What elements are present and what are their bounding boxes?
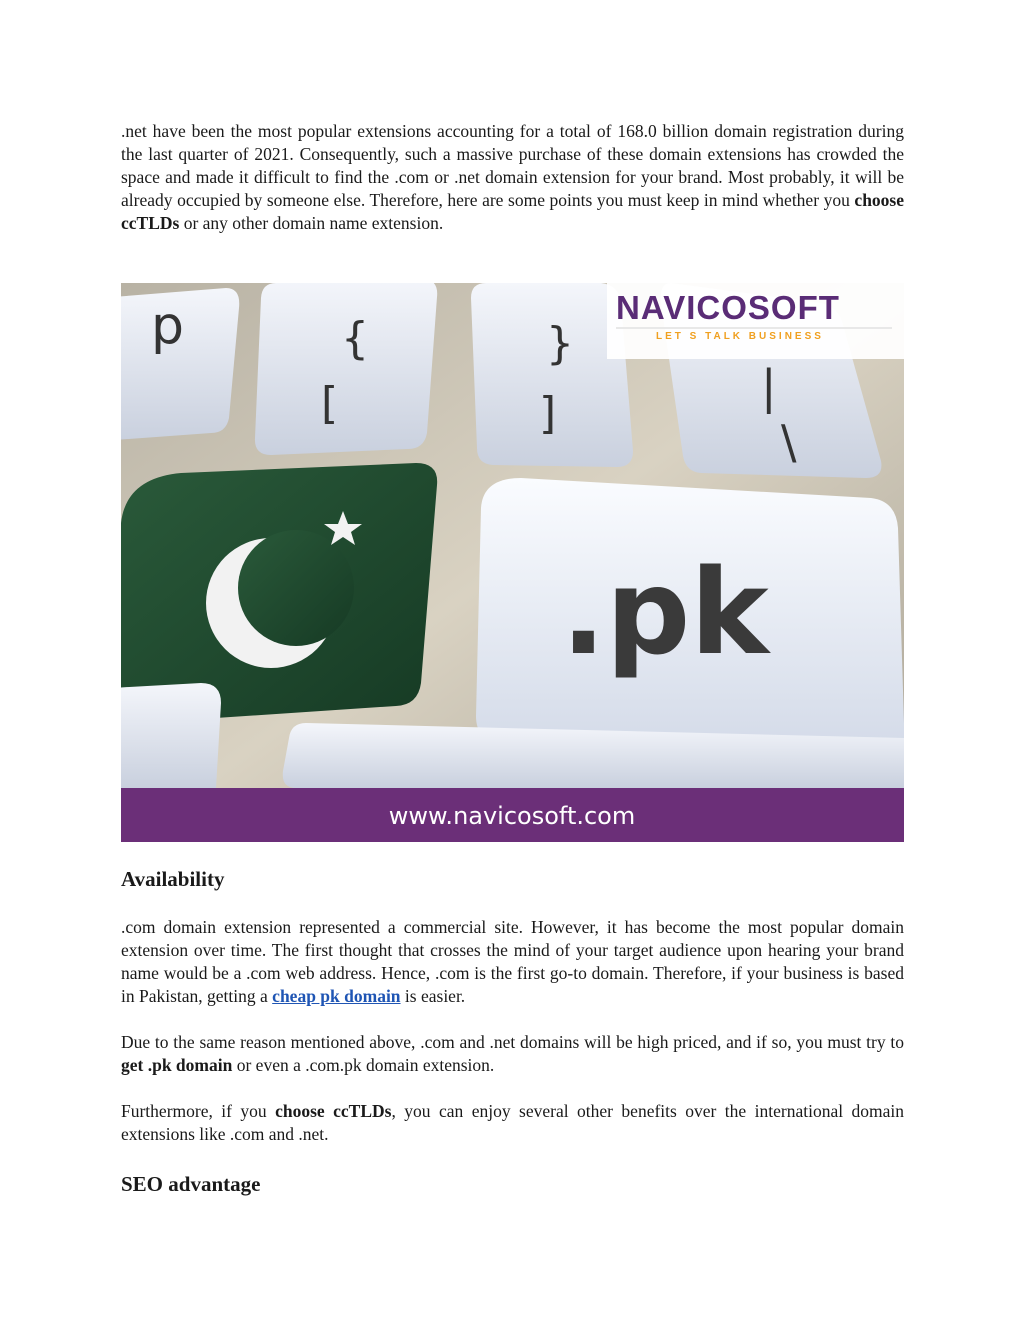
navicosoft-logo xyxy=(607,283,904,359)
pk-key xyxy=(476,478,904,753)
svg-text:|: | xyxy=(761,360,777,414)
heading-seo-advantage: SEO advantage xyxy=(121,1172,261,1196)
banner-image xyxy=(121,283,904,842)
p1-text: .com domain extension represented a commercial site. However, it has become the most popular domain extension over time. The first thought that crosses the mind of your target audience upon hearing your brand name would be a .com web address. Hence, .com is the first go-to domain. Therefore, if your business is based in Pakistan, getting a xyxy=(121,917,904,1006)
availability-paragraph-3 xyxy=(121,1100,904,1146)
p1-text-end: is easier. xyxy=(400,986,466,1006)
logo-text: NAVICOSOFT xyxy=(616,289,840,326)
key-p-glyph: p xyxy=(151,296,185,356)
intro-text: .net have been the most popular extensions accounting for a total of 168.0 billion domain registration during the last quarter of 2021. Consequently, such a massive purchase of these domain extensions has crowded the space and made it difficult to find the .com or .net domain extension for your brand. Most probably, it will be already occupied by someone else. Therefore, here are some points you must keep in mind whether you xyxy=(121,121,904,210)
p2-text-end: or even a .com.pk domain extension. xyxy=(232,1055,495,1075)
cheap-pk-domain-link[interactable]: cheap pk domain xyxy=(272,986,401,1006)
intro-bold: choose ccTLDs xyxy=(121,190,904,233)
svg-text:[: [ xyxy=(321,378,339,429)
availability-paragraph-2 xyxy=(121,1031,904,1077)
p3-text-end: , you can enjoy several other benefits over the international domain extensions like .com and .net. xyxy=(121,1101,905,1144)
svg-text:{: { xyxy=(341,313,369,364)
banner-footer xyxy=(121,788,904,842)
svg-text:]: ] xyxy=(539,388,557,439)
availability-paragraph-1 xyxy=(121,916,904,1008)
p2-text: Due to the same reason mentioned above, .com and .net domains will be high priced, and if so, you must try to xyxy=(121,1032,904,1052)
intro-text-end: or any other domain name extension. xyxy=(179,213,444,233)
p2-bold: get .pk domain xyxy=(121,1055,233,1075)
svg-text:\: \ xyxy=(781,415,797,469)
footer-url: www.navicosoft.com xyxy=(388,802,636,830)
svg-text:}: } xyxy=(546,318,574,369)
pk-key-label: .pk xyxy=(561,543,769,681)
logo-tagline: LET S TALK BUSINESS xyxy=(656,331,824,342)
p3-bold: choose ccTLDs xyxy=(275,1101,392,1121)
intro-paragraph xyxy=(121,120,904,235)
p3-text: Furthermore, if you xyxy=(121,1101,276,1121)
pakistan-flag-key xyxy=(121,463,437,723)
heading-availability: Availability xyxy=(121,867,225,891)
